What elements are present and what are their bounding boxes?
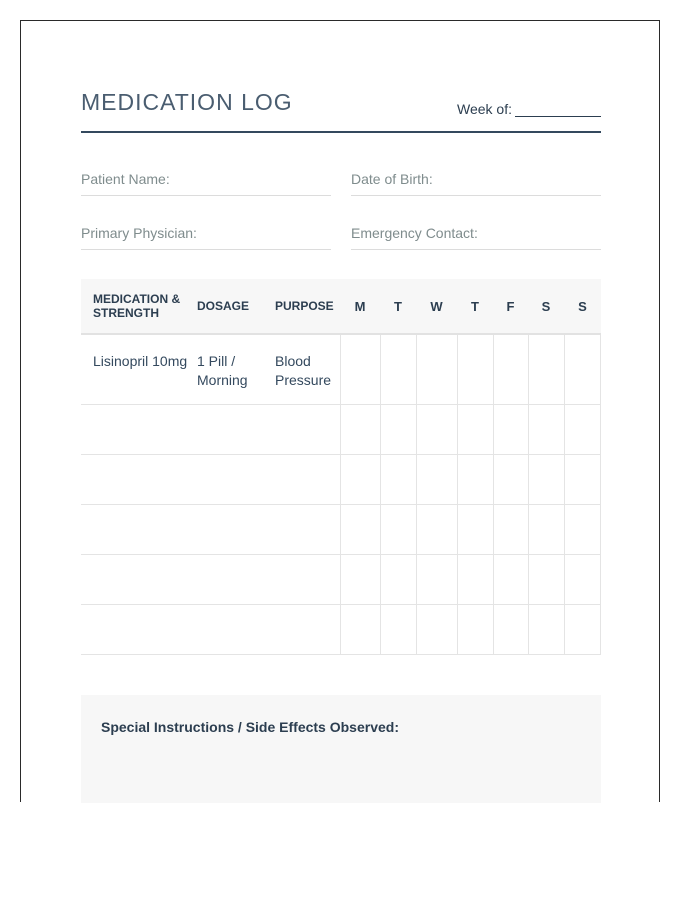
column-header-tuesday: T bbox=[394, 298, 402, 314]
purpose-cell[interactable] bbox=[275, 455, 339, 504]
table-row bbox=[81, 405, 601, 455]
emergency-contact-field[interactable] bbox=[351, 223, 601, 250]
week-of-field[interactable] bbox=[457, 101, 601, 117]
table-header bbox=[81, 279, 601, 335]
day-check-cell[interactable] bbox=[493, 335, 528, 404]
day-check-cell[interactable] bbox=[564, 405, 601, 454]
medication-cell[interactable] bbox=[93, 405, 193, 454]
day-check-cell[interactable] bbox=[416, 555, 457, 604]
day-check-cell[interactable] bbox=[416, 455, 457, 504]
table-body bbox=[81, 335, 601, 655]
column-header-saturday: S bbox=[541, 298, 551, 314]
day-check-cell[interactable] bbox=[380, 455, 416, 504]
dosage-cell[interactable] bbox=[197, 455, 273, 504]
day-check-cell[interactable] bbox=[457, 455, 493, 504]
dosage-cell[interactable] bbox=[197, 605, 273, 654]
column-header-purpose: PURPOSE bbox=[275, 299, 334, 313]
table-row bbox=[81, 555, 601, 605]
primary-physician-field[interactable] bbox=[81, 223, 331, 250]
dosage-cell[interactable] bbox=[197, 505, 273, 554]
emergency-contact-label: Emergency Contact: bbox=[351, 225, 478, 241]
day-check-cell[interactable] bbox=[340, 605, 380, 654]
day-check-cell[interactable] bbox=[564, 455, 601, 504]
column-header-medication: MEDICATION & STRENGTH bbox=[93, 292, 181, 320]
special-instructions-title: Special Instructions / Side Effects Observed: bbox=[101, 719, 399, 735]
week-of-blank-line[interactable] bbox=[515, 102, 601, 117]
day-check-cell[interactable] bbox=[416, 605, 457, 654]
day-check-cell[interactable] bbox=[528, 555, 564, 604]
column-header-friday: F bbox=[506, 298, 515, 314]
day-check-cell[interactable] bbox=[457, 335, 493, 404]
dosage-cell[interactable]: 1 Pill / Morning bbox=[197, 353, 248, 388]
column-header-sunday: S bbox=[578, 298, 587, 314]
column-header-wednesday: W bbox=[430, 298, 443, 314]
special-instructions-box[interactable] bbox=[81, 695, 601, 803]
primary-physician-label: Primary Physician: bbox=[81, 225, 197, 241]
day-check-cell[interactable] bbox=[564, 335, 601, 404]
column-header-monday: M bbox=[354, 298, 366, 314]
day-check-cell[interactable] bbox=[380, 335, 416, 404]
medication-cell[interactable] bbox=[93, 605, 193, 654]
day-check-cell[interactable] bbox=[416, 335, 457, 404]
medication-cell[interactable]: Lisinopril 10mg bbox=[93, 353, 188, 369]
medication-cell[interactable] bbox=[93, 505, 193, 554]
dosage-cell[interactable] bbox=[197, 405, 273, 454]
table-row bbox=[81, 335, 601, 405]
day-check-cell[interactable] bbox=[528, 505, 564, 554]
column-header-dosage: DOSAGE bbox=[197, 299, 250, 313]
date-of-birth-label: Date of Birth: bbox=[351, 171, 433, 187]
table-row bbox=[81, 455, 601, 505]
day-check-cell[interactable] bbox=[493, 455, 528, 504]
day-check-cell[interactable] bbox=[528, 405, 564, 454]
day-check-cell[interactable] bbox=[340, 555, 380, 604]
patient-name-field[interactable] bbox=[81, 169, 331, 196]
day-check-cell[interactable] bbox=[340, 405, 380, 454]
day-check-cell[interactable] bbox=[416, 505, 457, 554]
day-check-cell[interactable] bbox=[493, 405, 528, 454]
page-title: MEDICATION LOG bbox=[81, 89, 293, 115]
day-check-cell[interactable] bbox=[340, 335, 380, 404]
day-check-cell[interactable] bbox=[380, 405, 416, 454]
day-check-cell[interactable] bbox=[457, 605, 493, 654]
patient-name-label: Patient Name: bbox=[81, 171, 170, 187]
purpose-cell[interactable] bbox=[275, 605, 339, 654]
dosage-cell[interactable] bbox=[197, 555, 273, 604]
week-of-label: Week of: bbox=[457, 101, 512, 117]
day-check-cell[interactable] bbox=[457, 405, 493, 454]
day-check-cell[interactable] bbox=[528, 455, 564, 504]
medication-log-sheet bbox=[20, 20, 660, 802]
day-check-cell[interactable] bbox=[493, 605, 528, 654]
day-check-cell[interactable] bbox=[564, 605, 601, 654]
day-check-cell[interactable] bbox=[528, 335, 564, 404]
day-check-cell[interactable] bbox=[416, 405, 457, 454]
table-row bbox=[81, 605, 601, 655]
purpose-cell[interactable] bbox=[275, 405, 339, 454]
day-check-cell[interactable] bbox=[564, 555, 601, 604]
purpose-cell[interactable]: Blood Pressure bbox=[275, 353, 332, 388]
log-header bbox=[81, 87, 601, 133]
day-check-cell[interactable] bbox=[457, 505, 493, 554]
purpose-cell[interactable] bbox=[275, 505, 339, 554]
day-check-cell[interactable] bbox=[493, 555, 528, 604]
day-check-cell[interactable] bbox=[564, 505, 601, 554]
date-of-birth-field[interactable] bbox=[351, 169, 601, 196]
day-check-cell[interactable] bbox=[380, 505, 416, 554]
day-check-cell[interactable] bbox=[340, 455, 380, 504]
day-check-cell[interactable] bbox=[380, 605, 416, 654]
day-check-cell[interactable] bbox=[493, 505, 528, 554]
table-row bbox=[81, 505, 601, 555]
day-check-cell[interactable] bbox=[340, 505, 380, 554]
column-header-thursday: T bbox=[471, 298, 479, 314]
purpose-cell[interactable] bbox=[275, 555, 339, 604]
day-check-cell[interactable] bbox=[528, 605, 564, 654]
day-check-cell[interactable] bbox=[380, 555, 416, 604]
medication-cell[interactable] bbox=[93, 455, 193, 504]
day-check-cell[interactable] bbox=[457, 555, 493, 604]
medication-table bbox=[81, 279, 601, 655]
medication-cell[interactable] bbox=[93, 555, 193, 604]
